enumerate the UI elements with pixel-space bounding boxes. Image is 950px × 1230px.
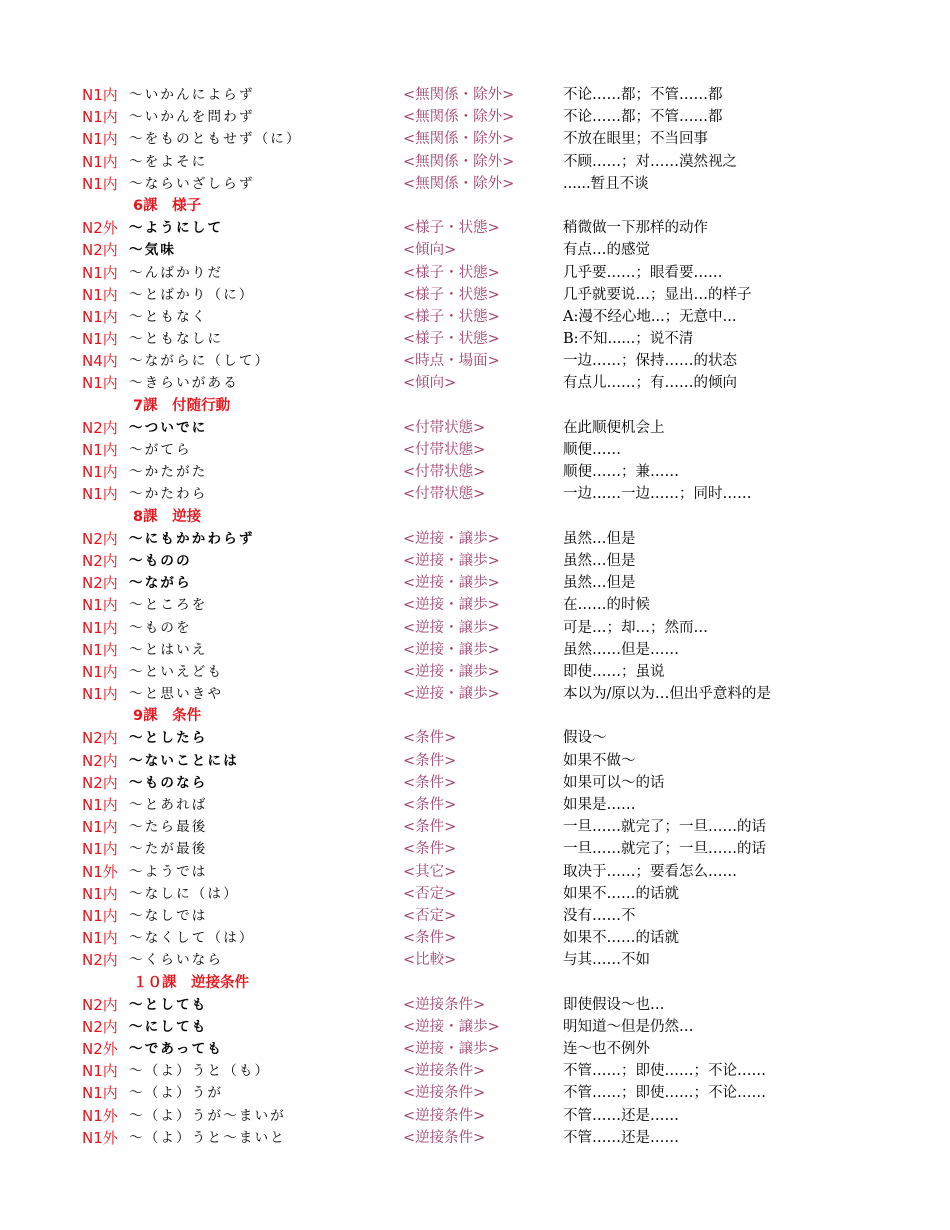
- category-label: <条件>: [403, 752, 457, 769]
- meaning-text: 几乎就要说…；显出…的样子: [563, 286, 752, 303]
- meaning-text: B:不知......；说不清: [563, 331, 694, 348]
- level-label: N1内: [82, 906, 118, 925]
- category-label: <付帯状態>: [403, 486, 486, 503]
- category-label: <逆接条件>: [403, 1085, 486, 1102]
- category-label: <条件>: [403, 841, 457, 858]
- grammar-row: [0, 1127, 950, 1149]
- level-label: N1外: [82, 1128, 118, 1147]
- meaning-text: 虽然……但是……: [563, 641, 679, 658]
- meaning-text: 不论……都；不管……都: [563, 109, 723, 126]
- grammar-row: [0, 239, 950, 261]
- level-label: N1内: [82, 374, 118, 393]
- meaning-text: 与其……不如: [563, 952, 650, 969]
- level-label: N1外: [82, 862, 118, 881]
- grammar-row: [0, 1060, 950, 1082]
- meaning-text: 连～也不例外: [563, 1041, 650, 1058]
- meaning-text: 有点儿……；有……的倾向: [563, 375, 737, 392]
- category-label: <逆接条件>: [403, 1129, 486, 1146]
- meaning-text: 即使……；虽说: [563, 663, 665, 680]
- category-label: <様子・状態>: [403, 264, 500, 281]
- meaning-text: 如果不做～: [563, 752, 636, 769]
- category-label: <逆接・譲歩>: [403, 575, 500, 592]
- level-label: N1内: [82, 86, 118, 104]
- grammar-pattern: ～きらいがある: [129, 375, 239, 392]
- grammar-row: [0, 217, 950, 239]
- meaning-text: 明知道～但是仍然…: [563, 1018, 694, 1035]
- grammar-row: [0, 1038, 950, 1060]
- grammar-pattern: ～ないことには: [129, 752, 239, 769]
- level-label: N1内: [82, 796, 118, 814]
- grammar-pattern: ～と思いきや: [129, 686, 224, 703]
- lesson-header-row: [0, 705, 950, 727]
- category-label: <様子・状態>: [403, 331, 500, 348]
- grammar-row: [0, 683, 950, 705]
- level-label: N1内: [82, 463, 118, 482]
- grammar-row: [0, 439, 950, 461]
- category-label: <其它>: [403, 863, 457, 880]
- category-label: <逆接条件>: [403, 1063, 486, 1080]
- level-label: N1内: [82, 618, 118, 637]
- meaning-text: 一边……一边……；同时……: [563, 486, 752, 503]
- meaning-text: 不管……；即使……；不论……: [563, 1085, 766, 1102]
- level-label: N2内: [82, 551, 118, 570]
- meaning-text: 不顾……；对……漠然视之: [563, 153, 737, 170]
- grammar-pattern: ～いかんによらず: [129, 87, 255, 103]
- level-label: N1内: [82, 152, 118, 171]
- level-label: N2内: [82, 773, 118, 792]
- category-label: <付帯状態>: [403, 419, 486, 436]
- grammar-row: [0, 927, 950, 949]
- grammar-pattern: ～なしに（は）: [129, 885, 239, 902]
- category-label: <無関係・除外>: [403, 153, 515, 170]
- grammar-row: [0, 1016, 950, 1038]
- grammar-row: [0, 883, 950, 905]
- grammar-row: [0, 617, 950, 639]
- level-label: N1内: [82, 108, 118, 127]
- grammar-pattern: ～（よ）うが: [129, 1085, 224, 1102]
- level-label: N1内: [82, 662, 118, 681]
- category-label: <逆接・譲歩>: [403, 1018, 500, 1035]
- category-label: <条件>: [403, 930, 457, 947]
- grammar-row: [0, 727, 950, 749]
- level-label: N1内: [82, 685, 118, 704]
- category-label: <逆接・譲歩>: [403, 619, 500, 636]
- grammar-row: [0, 173, 950, 195]
- lesson-header-row: [0, 972, 950, 994]
- grammar-row: [0, 262, 950, 284]
- grammar-row: [0, 838, 950, 860]
- category-label: <条件>: [403, 730, 457, 747]
- grammar-pattern: ～（よ）うと（も）: [129, 1063, 271, 1080]
- grammar-pattern: ～ようにして: [129, 220, 224, 237]
- grammar-pattern: ～ながら: [129, 575, 192, 592]
- grammar-row: [0, 861, 950, 883]
- level-label: N1内: [82, 307, 118, 326]
- category-label: <時点・場面>: [403, 353, 500, 370]
- level-label: N1内: [82, 640, 118, 659]
- grammar-pattern: ～ならいざしらず: [129, 175, 255, 192]
- grammar-row: [0, 284, 950, 306]
- level-label: N2内: [82, 529, 118, 548]
- category-label: <逆接・譲歩>: [403, 552, 500, 569]
- grammar-pattern: ～かたがた: [129, 464, 208, 481]
- category-label: <傾向>: [403, 242, 457, 259]
- meaning-text: 一旦……就完了；一旦……的话: [563, 841, 766, 858]
- meaning-text: 顺便……；兼……: [563, 464, 679, 481]
- grammar-row: [0, 483, 950, 505]
- lesson-header-row: [0, 395, 950, 417]
- level-label: N4内: [82, 352, 118, 371]
- grammar-pattern: ～とはいえ: [129, 641, 208, 658]
- level-label: N2内: [82, 241, 118, 260]
- level-label: N1内: [82, 884, 118, 903]
- grammar-pattern: ～ついでに: [129, 419, 208, 436]
- meaning-text: 如果不……的话就: [563, 930, 679, 947]
- grammar-pattern: ～ながらに（して）: [129, 353, 271, 370]
- grammar-row: [0, 639, 950, 661]
- category-label: <否定>: [403, 907, 457, 924]
- level-label: N2内: [82, 574, 118, 593]
- meaning-text: 如果不……的话就: [563, 885, 679, 902]
- grammar-pattern: ～とばかり（に）: [129, 286, 255, 303]
- category-label: <無関係・除外>: [403, 87, 515, 103]
- level-label: N1内: [82, 1084, 118, 1103]
- grammar-pattern: ～いかんを問わず: [129, 109, 255, 126]
- category-label: <付帯状態>: [403, 442, 486, 458]
- grammar-row: [0, 306, 950, 328]
- category-label: <逆接・譲歩>: [403, 530, 500, 547]
- meaning-text: 可是…；却…；然而…: [563, 619, 708, 636]
- meaning-text: ......暂且不谈: [563, 175, 649, 192]
- category-label: <逆接・譲歩>: [403, 641, 500, 658]
- meaning-text: 虽然…但是: [563, 552, 636, 569]
- grammar-row: [0, 528, 950, 550]
- meaning-text: 在此顺便机会上: [563, 419, 665, 436]
- category-label: <付帯状態>: [403, 464, 486, 481]
- level-label: N1内: [82, 1062, 118, 1081]
- grammar-row: [0, 84, 950, 106]
- grammar-row: [0, 661, 950, 683]
- lesson-title: 7課 付随行動: [133, 397, 231, 414]
- meaning-text: 几乎要……；眼看要……: [563, 264, 723, 281]
- grammar-pattern: ～としても: [129, 996, 208, 1013]
- category-label: <条件>: [403, 797, 457, 813]
- grammar-pattern: ～なしでは: [129, 907, 208, 924]
- level-label: N2内: [82, 418, 118, 437]
- meaning-text: 不放在眼里；不当回事: [563, 131, 708, 148]
- grammar-pattern: ～ものの: [129, 552, 192, 569]
- meaning-text: 稍微做一下那样的动作: [563, 220, 708, 237]
- level-label: N1内: [82, 441, 118, 459]
- category-label: <傾向>: [403, 375, 457, 392]
- category-label: <逆接条件>: [403, 1107, 486, 1124]
- level-label: N1内: [82, 130, 118, 149]
- lesson-title: １０課 逆接条件: [133, 974, 249, 991]
- grammar-row: [0, 794, 950, 816]
- level-label: N2内: [82, 995, 118, 1014]
- grammar-pattern: ～（よ）うと～まいと: [129, 1129, 286, 1146]
- grammar-pattern: ～ところを: [129, 597, 208, 614]
- meaning-text: 取决于……；要看怎么……: [563, 863, 737, 880]
- grammar-row: [0, 328, 950, 350]
- meaning-text: 即使假设～也…: [563, 996, 665, 1013]
- meaning-text: 不管……；即使……；不论……: [563, 1063, 766, 1080]
- grammar-row: [0, 372, 950, 394]
- grammar-pattern: ～たが最後: [129, 841, 208, 858]
- level-label: N2外: [82, 1040, 118, 1059]
- grammar-row: [0, 417, 950, 439]
- level-label: N2内: [82, 751, 118, 770]
- grammar-row: [0, 594, 950, 616]
- meaning-text: 假设～: [563, 730, 607, 747]
- category-label: <条件>: [403, 774, 457, 791]
- level-label: N1内: [82, 596, 118, 615]
- level-label: N1内: [82, 818, 118, 837]
- level-label: N2内: [82, 729, 118, 748]
- grammar-row: [0, 550, 950, 572]
- level-label: N1外: [82, 1106, 118, 1125]
- grammar-pattern: ～をよそに: [129, 153, 208, 170]
- grammar-row: [0, 816, 950, 838]
- category-label: <無関係・除外>: [403, 175, 515, 192]
- grammar-pattern: ～ものなら: [129, 774, 208, 791]
- meaning-text: 顺便……: [563, 442, 621, 458]
- grammar-row: [0, 1082, 950, 1104]
- category-label: <条件>: [403, 819, 457, 836]
- meaning-text: 一边……；保持……的状态: [563, 353, 737, 370]
- grammar-pattern: ～くらいなら: [129, 952, 224, 969]
- level-label: N2外: [82, 219, 118, 238]
- grammar-row: [0, 772, 950, 794]
- grammar-pattern: ～（よ）うが～まいが: [129, 1107, 286, 1124]
- grammar-pattern: ～といえども: [129, 663, 224, 680]
- grammar-pattern: ～ともなく: [129, 308, 208, 325]
- meaning-text: 不管……还是……: [563, 1129, 679, 1146]
- category-label: <逆接・譲歩>: [403, 686, 500, 703]
- category-label: <様子・状態>: [403, 308, 500, 325]
- meaning-text: 不管……还是……: [563, 1107, 679, 1124]
- level-label: N1内: [82, 285, 118, 304]
- grammar-row: [0, 106, 950, 128]
- grammar-pattern: ～がてら: [129, 442, 192, 458]
- category-label: <逆接・譲歩>: [403, 1041, 500, 1058]
- level-label: N1内: [82, 330, 118, 349]
- meaning-text: 虽然…但是: [563, 530, 636, 547]
- grammar-pattern: ～なくして（は）: [129, 930, 255, 947]
- grammar-row: [0, 350, 950, 372]
- lesson-title: 8課 逆接: [133, 508, 202, 525]
- grammar-pattern: ～にもかかわらず: [129, 530, 255, 547]
- grammar-pattern: ～んばかりだ: [129, 264, 224, 281]
- category-label: <様子・状態>: [403, 286, 500, 303]
- meaning-text: 虽然…但是: [563, 575, 636, 592]
- level-label: N1内: [82, 263, 118, 282]
- level-label: N1内: [82, 485, 118, 504]
- grammar-table: [0, 84, 950, 1149]
- meaning-text: 有点…的感觉: [563, 242, 650, 259]
- meaning-text: 如果可以～的话: [563, 774, 665, 791]
- grammar-pattern: ～たら最後: [129, 819, 208, 836]
- meaning-text: 不论……都；不管……都: [563, 87, 723, 103]
- grammar-row: [0, 128, 950, 150]
- grammar-pattern: ～ものを: [129, 619, 192, 636]
- grammar-pattern: ～かたわら: [129, 486, 208, 503]
- category-label: <逆接条件>: [403, 996, 486, 1013]
- grammar-pattern: ～にしても: [129, 1018, 208, 1035]
- grammar-pattern: ～ようでは: [129, 863, 208, 880]
- category-label: <逆接・譲歩>: [403, 663, 500, 680]
- grammar-row: [0, 905, 950, 927]
- meaning-text: 本以为/原以为…但出乎意料的是: [563, 686, 771, 703]
- level-label: N1内: [82, 929, 118, 948]
- grammar-pattern: ～とあれば: [129, 797, 208, 813]
- level-label: N2内: [82, 1017, 118, 1036]
- lesson-header-row: [0, 506, 950, 528]
- category-label: <逆接・譲歩>: [403, 597, 500, 614]
- category-label: <比較>: [403, 952, 457, 969]
- meaning-text: 在……的时候: [563, 597, 650, 614]
- category-label: <否定>: [403, 885, 457, 902]
- lesson-title: 9課 条件: [133, 708, 202, 725]
- grammar-row: [0, 750, 950, 772]
- grammar-row: [0, 1105, 950, 1127]
- grammar-row: [0, 572, 950, 594]
- grammar-pattern: ～気味: [129, 242, 177, 259]
- category-label: <様子・状態>: [403, 220, 500, 237]
- grammar-pattern: ～ともなしに: [129, 331, 224, 348]
- level-label: N1内: [82, 840, 118, 859]
- category-label: <無関係・除外>: [403, 131, 515, 148]
- lesson-title: 6課 様子: [133, 197, 202, 214]
- grammar-row: [0, 994, 950, 1016]
- grammar-row: [0, 461, 950, 483]
- grammar-pattern: ～であっても: [129, 1041, 224, 1058]
- meaning-text: A:漫不经心地...；无意中...: [563, 308, 737, 325]
- meaning-text: 没有……不: [563, 907, 636, 924]
- level-label: N2内: [82, 951, 118, 970]
- grammar-pattern: ～としたら: [129, 730, 208, 747]
- category-label: <無関係・除外>: [403, 109, 515, 126]
- meaning-text: 一旦……就完了；一旦……的话: [563, 819, 766, 836]
- grammar-row: [0, 151, 950, 173]
- grammar-pattern: ～をものともせず（に）: [129, 131, 302, 148]
- level-label: N1内: [82, 174, 118, 193]
- meaning-text: 如果是……: [563, 797, 636, 813]
- grammar-row: [0, 949, 950, 971]
- lesson-header-row: [0, 195, 950, 217]
